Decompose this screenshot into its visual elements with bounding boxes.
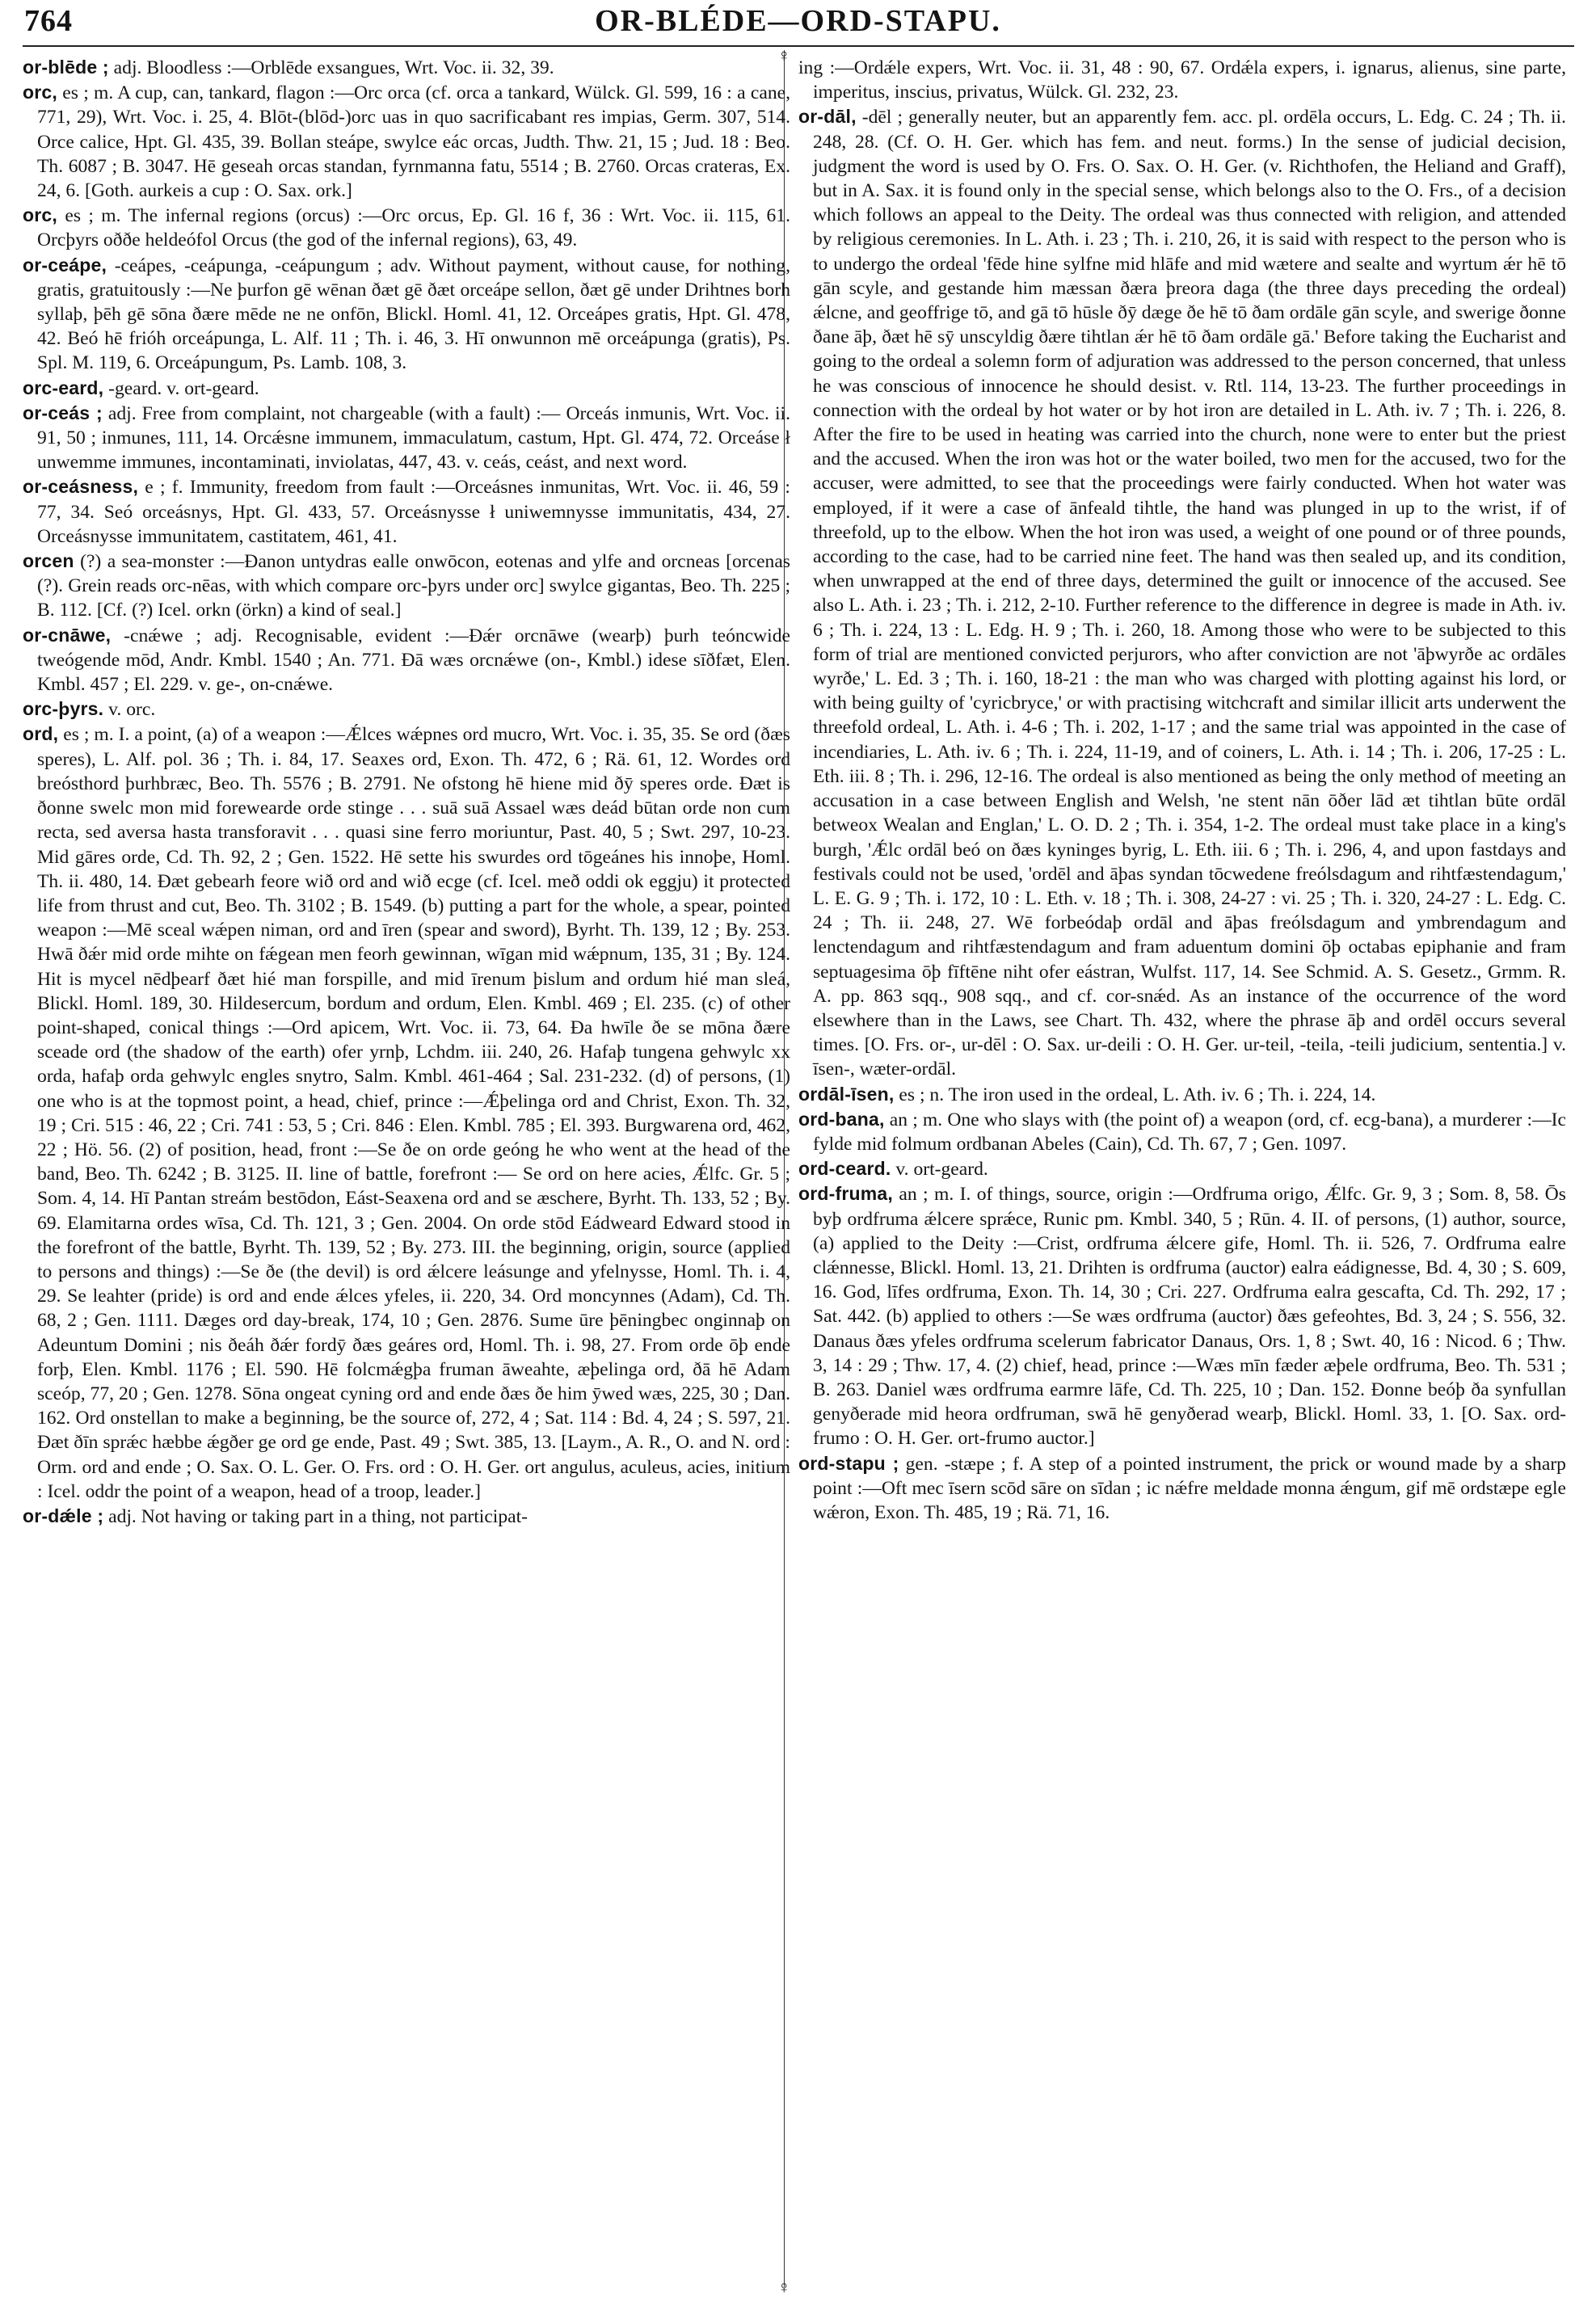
entry-headword: ord-ceard. [798,1158,891,1180]
entry-headword: orc-eard, [23,377,104,398]
entry-definition: v. orc. [103,699,156,721]
entry-headword: or-dǽle ; [23,1505,104,1526]
page-number: 764 [24,4,73,38]
entry-definition: -dēl ; generally neuter, but an apparently fem. acc. pl. ordēla occurs, L. Edg. C. 24 ; Th. ii. 248, 28. (Cf. O. H. Ger. which has fem. and neut. forms.) In the sense of judicial decision, judgment the word is used by O. Frs. O. Sax. O. H. Ger. (v. Richthofen, the Heliand and Graff), but in A. Sax. it is found only in the special sense, which belongs also to the O. Frs., of a decision which follows an appeal to the Deity. The ordeal was thus connected with religion, and attended by religious ceremonies. In L. Ath. i. 23 ; Th. i. 210, 26, it is said with respect to the person who is to undergo the ordeal 'fēde hine sylfne mid hlāfe and mid wætere and sealte and wyrtum ǽr hē tō gān scyle, and gestande him mæssan ðæra þreora daga (the three days preceding the ordeal) ǽlcne, and geoffrige tō, and gā tō hūsle ðȳ dæge ðe hē tō ðam ordāle gān scyle, and swerige ðonne ðane āþ, ðæt hē sȳ unscyldig ðære tihtlan ǽr hē tō ðam ordāle gā.' Before taking the Eucharist and going to the ordeal a solemn form of adjuration was addressed to the person concerned, that unless he was conscious of innocence he should desist. v. Rtl. 114, 13-23. The further proceedings in connection with the ordeal by hot water or by hot iron are detailed in L. Ath. iv. 7 ; Th. i. 226, 8. After the fire to be used in heating was carried into the church, none were to enter but the priest and the accused. When the iron was hot or the water boiled, two men for the accused, two for the accuser, were admitted, to see that the proceedings were fairly conducted. When hot water was employed, if it were a case of ānfeald tihtle, the hand was plunged in up to the wrist, if of threefold, up to the elbow. When the hot iron was used, a weight of one pound or of three pounds, according to the case, had to be carried nine feet. The hand was then sealed up, and its condition, when unwrapped at the end of three days, determined the guilt or innocence of the accused. See also L. Ath. i. 23 ; Th. i. 212, 2-10. Further reference to the difference in degree is made in Ath. iv. 6 ; Th. i. 224, 13 : L. Edg. H. 9 ; Th. i. 260, 18. Among those who were to be subjected to this form of trial are mentioned convicted perjurors, who after conviction are not 'āþwyrðe ac ordāles wyrðe,' L. Ed. 3 ; Th. i. 160, 18-21 : the man who was charged with plotting against his lord, or with being guilty of 'cyricbryce,' or with practising witchcraft and similar illicit arts underwent the threefold ordeal, L. Ath. i. 4-6 ; Th. i. 202, 1-17 ; and the same trial was appointed in the case of incendiaries, L. Ath. iv. 6 ; Th. i. 224, 11-19, and of coiners, L. Ath. i. 14 ; Th. i. 206, 17-25 : L. Eth. iii. 8 ; Th. i. 296, 12-16. The ordeal is also mentioned as being the only method of meeting an accusation in a case between English and Welsh, 'ne stent nān ōðer lād æt tihtlan būte ordāl betweox Wealan and Englan,' L. O. D. 2 ; Th. i. 354, 1-2. The ordeal must take place in a king's burgh, 'Ǽlc ordāl beó on ðæs kyninges byrig, L. Eth. iii. 6 ; Th. i. 296, 4, and upon fastdays and festivals could not be used, 'ordēl and āþas syndan tōcwedene freólsdagum and rihtfæstendagum,' L. E. G. 9 ; Th. i. 172, 10 : L. Eth. v. 18 ; Th. i. 308, 24-27 : vi. 25 ; Th. i. 320, 24-27 : L. Edg. C. 24 ; Th. ii. 248, 27. Wē forbeódaþ ordāl and āþas freólsdagum and ymbrendagum and lenctendagum and rihtfæstendagum and fram aduentum domini ōþ octabas epiphanie and fram septuagesima ōþ fīftēne niht ofer eástran, Wulfst. 117, 14. See Schmid. A. S. Gesetz., Grmm. R. A. pp. 863 sqq., 908 sqq., and cf. cor-snǽd. As an instance of the occurrence of the word elsewhere than in the Laws, see Chart. Th. 432, where the phrase āþ and ordēl occurs several times. [O. Frs. or-, ur-dēl : O. Sax. ur-deili : O. H. Ger. ur-teil, -teila, -teili judicium, sententia.] v. īsen-, wæter-ordāl. [813,107,1566,1080]
entry-definition: v. ort-geard. [891,1159,988,1181]
entry-headword: orc, [23,204,57,226]
dictionary-entry [23,376,790,401]
dictionary-entry [23,549,790,623]
dictionary-entry [23,55,790,80]
entry-headword: ord-bana, [798,1108,885,1130]
entry-definition: an ; m. One who slays with (the point of) a weapon (ord, cf. ecg-bana), a murderer :—Ic fylde mid folmum ordbanan Abeles (Cain), Cd. Th. 67, 7 ; Gen. 1097. [813,1109,1566,1155]
entry-definition: -cnǽwe ; adj. Recognisable, evident :—Ðǽr orcnāwe (wearþ) þurh teóncwide tweógende mōd, Andr. Kmbl. 1540 ; An. 771. Ðā wæs orcnǽwe (on-, Kmbl.) idese sīðfæt, Elen. Kmbl. 457 ; El. 229. v. ge-, on-cnǽwe. [37,625,790,696]
entry-definition: adj. Bloodless :—Orblēde exsangues, Wrt. Voc. ii. 32, 39. [108,57,554,78]
dictionary-entry [23,80,790,203]
dictionary-entry [798,1082,1566,1107]
dictionary-entry [23,401,790,475]
entry-headword: or-cnāwe, [23,624,112,646]
dictionary-entry [23,1504,790,1529]
entry-headword: or-blēde ; [23,57,109,78]
column-divider-bottom-ornament: ♀ [777,2277,791,2297]
entry-definition: adj. Not having or taking part in a thing, not participat- [103,1505,528,1527]
entry-headword: orc-þyrs. [23,698,104,720]
header-rule [23,45,1574,47]
entry-definition: adj. Free from complaint, not chargeable (with a fault) :— Orceás inmunis, Wrt. Voc. ii. 91, 50 ; inmunes, 111, 14. Orcǽsne immunem, immaculatum, castum, Hpt. Gl. 474, 72. Orceáse ł unwemme immunes, incontaminati, inviolatas, 447, 43. v. ceás, ceást, and next word. [37,402,790,474]
entry-headword: or-ceápe, [23,254,107,276]
entry-headword: or-ceás ; [23,402,103,423]
entry-definition: an ; m. I. of things, source, origin :—Ordfruma origo, Ǽlfc. Gr. 9, 3 ; Som. 8, 58. Ōs byþ ordfruma ǽlcere sprǽce, Runic pm. Kmbl. 340, 5 ; Rūn. 4. II. of persons, (1) author, source, (a) applied to the Deity :—Crist, ordfruma ǽlcere gife, Homl. Th. ii. 526, 7. Ordfruma ealre clǽnnesse, Blickl. Homl. 13, 21. Drihten is ordfruma (auctor) ealra eádignesse, Bd. 4, 30 ; S. 609, 16. God, līfes ordfruma, Exon. Th. 14, 30 ; Cri. 227. Ordfruma ealra gescafta, Cd. Th. 292, 17 ; Sat. 442. (b) applied to others :—Se wæs ordfruma (auctor) ðæs gefeohtes, Bd. 3, 24 ; S. 556, 32. Danaus ðæs yfeles ordfruma scelerum fabricator Danaus, Ors. 1, 8 ; Swt. 40, 16 : Nicod. 6 ; Thw. 3, 14 : 29 ; Thw. 17, 4. (2) chief, head, prince :—Wæs mīn fæder æþele ordfruma, Beo. Th. 531 ; B. 263. Daniel wæs ordfruma earmre lāfe, Cd. Th. 225, 10 ; Dan. 152. Ðonne beóþ ða synfullan genyðerade mid heora ordfruman, swā hē genyðerad wearþ, Blickl. Homl. 33, 1. [O. Sax. ord-frumo : O. H. Ger. ort-frumo auctor.] [813,1184,1566,1450]
entry-definition: e ; f. Immunity, freedom from fault :—Orceásnes inmunitas, Wrt. Voc. ii. 46, 59 : 77, 34. Seó orceásnys, Hpt. Gl. 433, 57. Orceásnysse ł uniwemnysse immunitatis, 434, 27. Orceásnysse immunitatem, castitatem, 461, 41. [37,477,790,547]
dictionary-entry [23,623,790,697]
entry-headword: orcen [23,550,74,572]
dictionary-entry [798,1156,1566,1181]
entry-definition: ing :—Ordǽle expers, Wrt. Voc. ii. 31, 48 : 90, 67. Ordǽla expers, i. ignarus, alienus, sine parte, imperitus, inscius, privatus, Wülck. Gl. 232, 23. [798,57,1566,103]
entry-definition: es ; m. I. a point, (a) of a weapon :—Ǽlces wǽpnes ord mucro, Wrt. Voc. i. 35, 35. Se ord (ðæs speres), L. Alf. pol. 36 ; Th. i. 84, 17. Seaxes ord, Exon. Th. 472, 6 ; Rä. 61, 12. Wordes ord breósthord þurhbræc, Beo. Th. 5576 ; B. 2791. Ne ofstong hē hiene mid ðȳ speres orde. Ðæt is ðonne swelc mon mid forewearde orde stinge . . . suā suā Assael wæs deád būtan orde non cum recta, sed aversa hasta transforavit . . . quasi sine ferro moriuntur, Past. 40, 5 ; Swt. 297, 10-23. Mid gāres orde, Cd. Th. 92, 2 ; Gen. 1522. Hē sette his swurdes ord tōgeánes his innoþe, Homl. Th. ii. 480, 14. Ðæt gebearh feore wið ord and wið ecge (cf. Icel. með oddi ok eggju) it protected life from thrust and cut, Beo. Th. 3102 ; B. 1549. (b) putting a part for the whole, a spear, pointed weapon :—Mē sceal wǽpen niman, ord and īren (spear and sword), Byrht. Th. 139, 12 ; By. 253. Hwā ðǽr mid orde mihte on fǽgean men feorh gewinnan, wīgan mid wǽpnum, 135, 31 ; By. 124. Hit is mycel nēdþearf ðæt hié man forspille, and mid īrenum þislum and ordum hié man sleá, Blickl. Homl. 189, 30. Hildesercum, bordum and ordum, Elen. Kmbl. 469 ; El. 235. (c) of other point-shaped, conical things :—Ord apicem, Wrt. Voc. ii. 73, 64. Ða hwīle ðe se mōna ðære sceade ord (the shadow of the earth) ofer yrnþ, Lchdm. iii. 240, 26. Hafaþ tungena gehwylc xx orda, hafaþ orda gehwylc engles snytro, Salm. Kmbl. 461-464 ; Sal. 231-232. (d) of persons, (1) one who is at the topmost point, a head, chief, prince :—Ǽþelinga ord and Christ, Exon. Th. 32, 19 ; Cri. 515 : 46, 22 ; Cri. 741 : 53, 5 ; Cri. 846 : Elen. Kmbl. 785 ; El. 393. Burgwarena ord, 462, 22 ; Hö. 56. (2) of position, head, front :—Se ðe on orde geóng he who went at the head of the band, Beo. Th. 6242 ; B. 3125. II. line of battle, forefront :— Se ord on here acies, Ǽlfc. Gr. 5 ; Som. 4, 14. Hī Pantan streám bestōdon, Eást-Seaxena ord and se æschere, Byrht. Th. 133, 52 ; By. 69. Elamitarna ordes wīsa, Cd. Th. 121, 3 ; Gen. 2004. On orde stōd Eádweard Edward stood in the forefront of the battle, Byrht. Th. 139, 52 ; By. 273. III. the beginning, origin, source (applied to persons and things) :—Se ðe (the devil) is ord ǽlcere leásunge and yfelnysse, Homl. Th. i. 4, 29. Se leahter (pride) is ord and ende ǽlces yfeles, ii. 220, 34. Ord moncynnes (Adam), Cd. Th. 68, 2 ; Gen. 1111. Dæges ord day-break, 174, 10 ; Gen. 2876. Sume ūre þēningbec onginnaþ on Adeuntum Domini ; nis ðeáh ðǽr fordȳ ðæs geáres ord, Homl. Th. i. 98, 27. From orde ōþ ende forþ, Elen. Kmbl. 1176 ; El. 590. Hē folcmǽgþa fruman āweahte, æþelinga ord, ðā hē Adam sceóp, 77, 20 ; Gen. 1278. Sōna ongeat cyning ord and ende ðæs ðe him ȳwed wæs, 225, 30 ; Dan. 162. Ord onstellan to make a beginning, be the source of, 272, 4 ; Sat. 114 : Bd. 4, 24 ; S. 597, 21. Ðæt ðīn sprǽc hæbbe ǽgðer ge ord ge ende, Past. 49 ; Swt. 385, 13. [Laym., A. R., O. and N. ord : Orm. ord and ende ; O. Sax. O. L. Ger. O. Frs. ord : O. H. Ger. ort angulus, aculeus, acies, initium : Icel. oddr the point of a weapon, head of a troop, leader.] [37,724,790,1502]
dictionary-entry [798,1451,1566,1526]
entry-definition: -geard. v. ort-geard. [103,377,259,399]
entry-definition: es ; m. A cup, can, tankard, flagon :—Orc orca (cf. orca a tankard, Wülck. Gl. 599, 16 : a cane, 771, 29), Wrt. Voc. i. 25, 4. Blōt-(blōd-)orc uas in quo sacrificabant res impias, Germ. 307, 514. Orce calice, Hpt. Gl. 435, 39. Bollan steápe, swylce eác orcas, Judth. Thw. 21, 15 ; Jud. 18 : Beo. Th. 6087 ; B. 3047. Hē geseah orcas standan, fyrnmanna fatu, 5514 ; B. 2760. Orcas crateras, Ex. 24, 6. [Goth. aurkeis a cup : O. Sax. ork.] [37,82,790,202]
entry-definition: -ceápes, -ceápunga, -ceápungum ; adv. Without payment, without cause, for nothing, gratis, gratuitously :—Ne þurfon gē wēnan ðæt gē ðæt orceápe sellon, ðæt gē under Drihtnes borh syllaþ, þēh gē sōna ðære mēde ne ne onfōn, Blickl. Homl. 41, 12. Orceápes gratis, Hpt. Gl. 478, 42. Beó hē frióh orceápunga, L. Alf. 11 ; Th. i. 46, 3. Hī onwunnon mē orceápunga (gratis), Ps. Spl. M. 119, 6. Orceápungum, Ps. Lamb. 108, 3. [37,255,790,374]
entry-headword: orc, [23,82,57,103]
dictionary-entry [23,474,790,549]
dictionary-entry [23,203,790,252]
dictionary-entry [798,1181,1566,1450]
dictionary-entry [798,104,1566,1081]
dictionary-entry [23,253,790,376]
left-column [23,55,790,2285]
dictionary-entry [23,697,790,722]
entry-headword: or-dāl, [798,106,857,128]
entry-definition: es ; m. The infernal regions (orcus) :—Orc orcus, Ep. Gl. 16 f, 36 : Wrt. Voc. ii. 115, 61. Orcþyrs oððe heldeófol Orcus (the god of the infernal regions), 63, 49. [37,205,790,251]
entry-definition: (?) a sea-monster :—Ðanon untydras ealle onwōcon, eotenas and ylfe and orcneas [orcenas (?). Grein reads orc-nēas, with which compare orc-þyrs under orc] swylce gigantas, Beo. Th. 225 ; B. 112. [Cf. (?) Icel. orkn (örkn) a kind of seal.] [37,551,790,621]
entry-definition: es ; n. The iron used in the ordeal, L. Ath. iv. 6 ; Th. i. 224, 14. [894,1084,1376,1105]
right-column [798,55,1566,2285]
column-divider-top-ornament: ♀ [777,45,791,65]
entry-headword: ord-stapu ; [798,1452,899,1474]
entry-headword: or-ceásness, [23,476,139,498]
entry-headword: ordāl-īsen, [798,1083,895,1105]
dictionary-entry-continuation [798,55,1566,104]
running-head: OR-BLÉDE—ORD-STAPU. [595,4,1001,38]
dictionary-entry [23,722,790,1504]
dictionary-entry [798,1107,1566,1156]
entry-definition: gen. -stæpe ; f. A step of a pointed instrument, the prick or wound made by a sharp point :—Oft mec īsern scōd sāre on sīdan ; ic nǽfre meldade monna ǽngum, gif mē ordstæpe egle wǽron, Exon. Th. 485, 19 ; Rä. 71, 16. [813,1453,1566,1523]
page-header [24,0,1572,45]
entry-headword: ord, [23,723,59,745]
entry-headword: ord-fruma, [798,1183,893,1205]
